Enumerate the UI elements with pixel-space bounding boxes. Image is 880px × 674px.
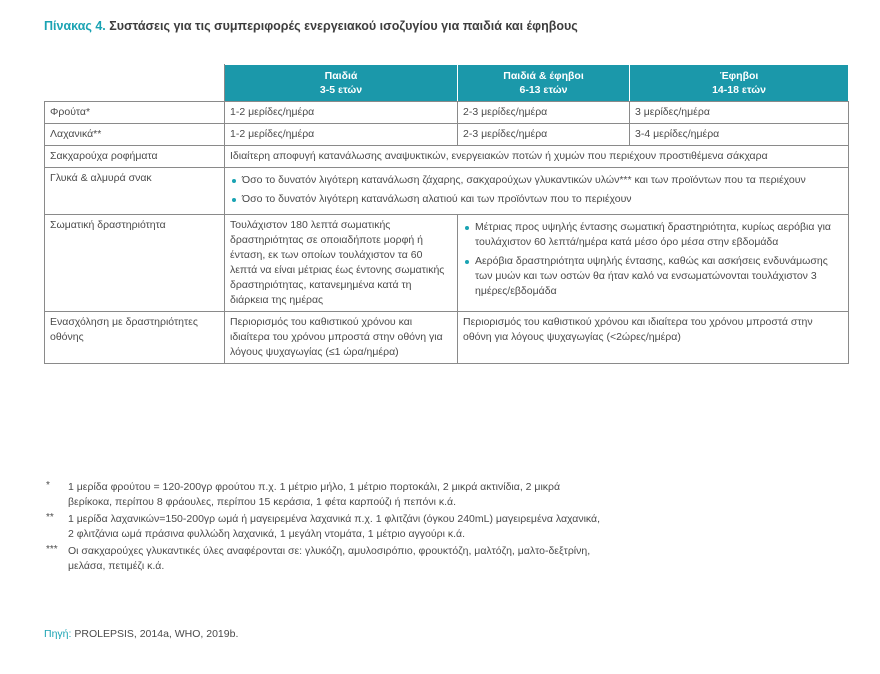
footnote-mark: * [46, 480, 50, 491]
bullet-item: Αερόβια δραστηριότητα υψηλής έντασης, καθώς και ασκήσεις ενδυνάμωσης των μυών και των οστών θα ήταν καλό να ενσωματώνονται τουλάχιστον 3 ημέρες/εβδομάδα [463, 254, 843, 299]
footnote-text: Οι σακχαρούχες γλυκαντικές ύλες αναφέρονται σε: γλυκόζη, αμυλοσιρόπιο, φρουκτόζη, μαλτόζη, μαλτο-δεξτρίνη, μελάσα, πετιμέζι κ.ά. [68, 545, 591, 572]
header-children-3-5: Παιδιά 3-5 ετών [225, 65, 458, 102]
cell: Ιδιαίτερη αποφυγή κατανάλωσης αναψυκτικών, ενεργειακών ποτών ή χυμών που περιέχουν προστιθέμενα σάκχαρα [225, 146, 849, 168]
footnote-mark: *** [46, 544, 58, 555]
cell: 1-2 μερίδες/ημέρα [225, 124, 458, 146]
cell [225, 168, 849, 215]
footnotes [44, 480, 604, 576]
footnote [44, 480, 604, 510]
header-row [45, 65, 849, 102]
cell: Περιορισμός του καθιστικού χρόνου και ιδιαίτερα του χρόνου μπροστά στην οθόνη για λόγους ψυχαγωγίας (<2ώρες/ημέρα) [458, 312, 849, 364]
table-row-sugary-drinks [45, 146, 849, 168]
table-caption: Συστάσεις για τις συμπεριφορές ενεργειακού ισοζυγίου για παιδιά και έφηβους [109, 19, 578, 33]
row-label: Λαχανικά** [45, 124, 225, 146]
cell: Περιορισμός του καθιστικού χρόνου και ιδιαίτερα του χρόνου μπροστά στην οθόνη για λόγους ψυχαγωγίας (≤1 ώρα/ημέρα) [225, 312, 458, 364]
header-teens-14-18: Έφηβοι 14-18 ετών [630, 65, 849, 102]
source-line [44, 628, 238, 640]
footnote-text: 1 μερίδα φρούτου = 120-200γρ φρούτου π.χ. 1 μέτριο μήλο, 1 μέτριο πορτοκάλι, 2 μικρά ακτινίδια, 2 μικρά βερίκοκα, περίπου 8 φράουλες, περίπου 15 κεράσια, 1 φέτα καρπούζι ή πεπόνι κ.ά. [68, 481, 561, 508]
cell: 3 μερίδες/ημέρα [630, 102, 849, 124]
cell: 1-2 μερίδες/ημέρα [225, 102, 458, 124]
row-label: Ενασχόληση με δραστηριότητες οθόνης [45, 312, 225, 364]
table-row-screen-time [45, 312, 849, 364]
cell: Τουλάχιστον 180 λεπτά σωματικής δραστηριότητας σε οποιαδήποτε μορφή ή ένταση, εκ των οποίων τουλάχιστον τα 60 λεπτά να είναι μέτριας έως έντονης σωματικής δραστηριότητας, κατανεμημένα κατά τη διάρκεια της ημέρας [225, 215, 458, 312]
table-row-vegetables [45, 124, 849, 146]
footnote [44, 544, 604, 574]
table-number: Πίνακας 4. [44, 19, 106, 33]
cell [458, 215, 849, 312]
header-empty-cell [45, 65, 225, 102]
footnote-mark: ** [46, 512, 54, 523]
table-title [44, 18, 644, 35]
row-label: Γλυκά & αλμυρά σνακ [45, 168, 225, 215]
cell: 2-3 μερίδες/ημέρα [458, 102, 630, 124]
table-row-snacks [45, 168, 849, 215]
source-label: Πηγή: [44, 628, 72, 640]
header-children-6-13: Παιδιά & έφηβοι 6-13 ετών [458, 65, 630, 102]
footnote-text: 1 μερίδα λαχανικών=150-200γρ ωμά ή μαγειρεμένα λαχανικά π.χ. 1 φλιτζάνι (όγκου 240mL) μαγειρεμένα λαχανικά, 2 φλιτζάνια ωμά πράσινα φυλλώδη λαχανικά, 1 μεγάλη ντομάτα, 1 μέτριο αγγούρι κ.ά. [68, 513, 601, 540]
bullet-item: Μέτριας προς υψηλής έντασης σωματική δραστηριότητα, κυρίως αερόβια για τουλάχιστον 60 λεπτά/ημέρα κατά μέσο όρο μέσα στην εβδομάδα [463, 220, 843, 250]
row-label: Σακχαρούχα ροφήματα [45, 146, 225, 168]
table-row-fruits [45, 102, 849, 124]
row-label: Φρούτα* [45, 102, 225, 124]
recommendations-table [44, 64, 849, 364]
row-label: Σωματική δραστηριότητα [45, 215, 225, 312]
footnote [44, 512, 604, 542]
cell: 3-4 μερίδες/ημέρα [630, 124, 849, 146]
bullet-item: Όσο το δυνατόν λιγότερη κατανάλωση ζάχαρης, σακχαρούχων γλυκαντικών υλών*** και των προϊόντων που τα περιέχουν [230, 173, 843, 188]
cell: 2-3 μερίδες/ημέρα [458, 124, 630, 146]
source-text: PROLEPSIS, 2014a, WHO, 2019b. [74, 628, 239, 640]
table-row-physical-activity [45, 215, 849, 312]
bullet-item: Όσο το δυνατόν λιγότερη κατανάλωση αλατιού και των προϊόντων που το περιέχουν [230, 192, 843, 207]
